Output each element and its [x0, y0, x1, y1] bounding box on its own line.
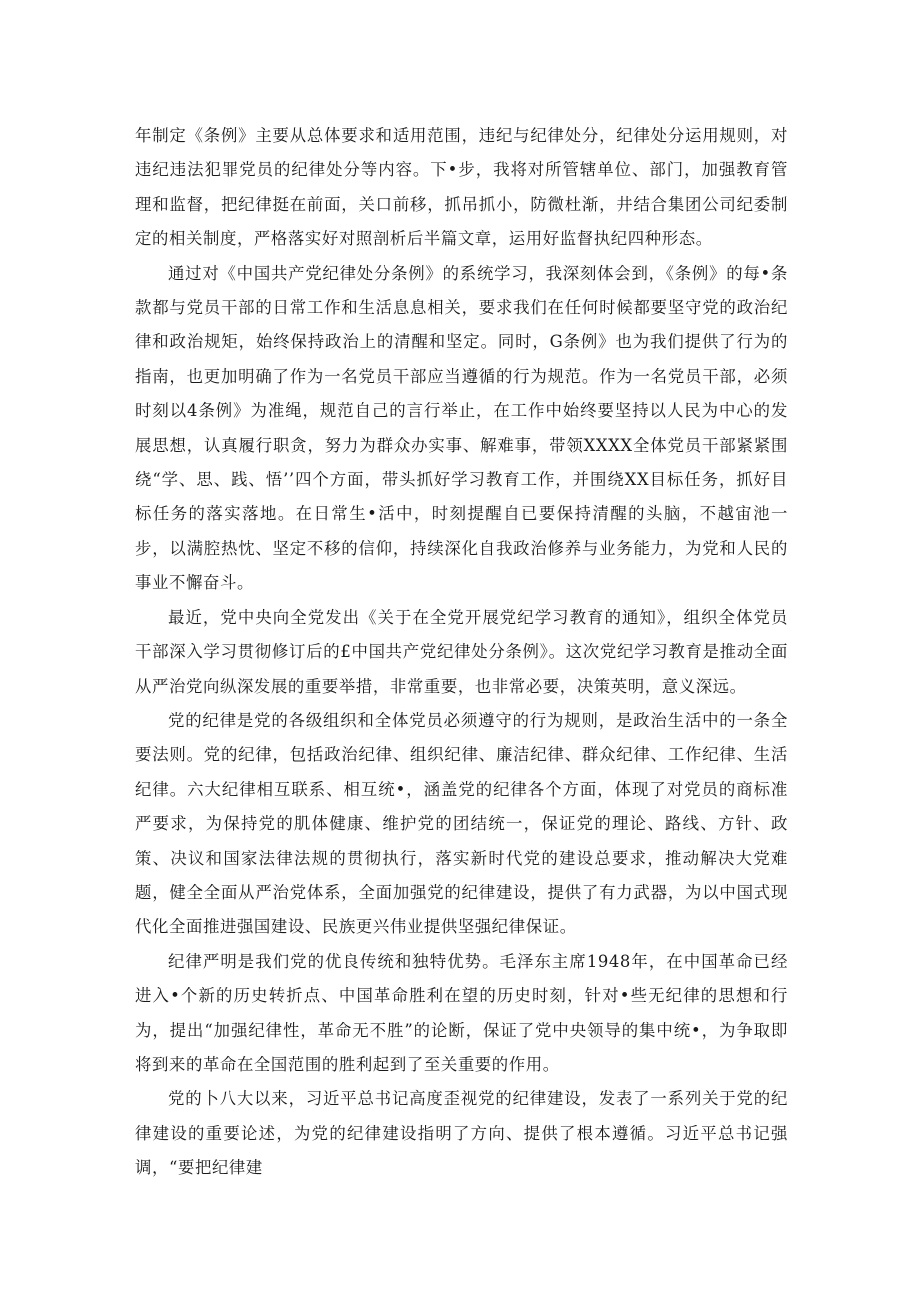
- paragraph-4: 党的纪律是党的各级组织和全体党员必须遵守的行为规则，是政治生活中的一条全要法则。党的纪律，包括政治纪律、组织纪律、廉洁纪律、群众纪律、工作纪律、生活纪律。六大纪律相互联系、相互统•，涵盖党的纪律各个方面，体现了对党员的商标准严要求，为保持党的肌体健康、维护党的团结统一，保证党的理论、路线、方针、政策、决议和国家法律法规的贯彻执行，落实新时代党的建设总要求，推动解决大党难题，健全全面从严治党体系，全面加强党的纪律建设，提供了有力武器，为以中国式现代化全面推进强国建设、民族更兴伟业提供坚强纪律保证。: [135, 710, 788, 937]
- paragraph-1: 年制定《条例》主要从总体要求和适用范围，违纪与纪律处分，纪律处分运用规则，对违纪违法犯罪党员的纪律处分等内容。下•步，我将对所管辖单位、部门，加强教育管理和监督，把纪律挺在前面，关口前移，抓吊抓小，防微杜渐，井结合集团公司纪委制定的相关制度，严格落实好对照剖析后半篇文章，运用好监督执纪四种形态。: [135, 126, 788, 249]
- paragraph-3: 最近，党中央向全党发出《关于在全党开展党纪学习教育的通知》，组织全体党员干部深入学习贯彻修订后的£中国共产党纪律处分条例》。这次党纪学习教育是推动全面从严治党向纵深发展的重要举措，非常重要，也非常必要，决策英明，意义深远。: [135, 607, 788, 696]
- paragraph-6: 党的卜八大以来，习近平总书记高度歪视党的纪律建设，发表了一系列关于党的纪律建设的重要论述，为党的纪律建设指明了方向、提供了根本遵循。习近平总书记强调，“要把纪律建: [135, 1089, 788, 1178]
- paragraph-2: 通过对《中国共产党纪律处分条例》的系统学习，我深刻体会到，《条例》的每•条款都与党员干部的日常工作和生活息息相关，要求我们在任何时候都要坚守党的政治纪律和政治规矩，始终保持政治上的清醒和坚定。同时，G条例》也为我们提供了行为的指南，也更加明确了作为一名党员干部应当遵循的行为规范。作为一名党员干部，必须时刻以4条例》为准绳，规范自己的言行举止，在工作中始终要坚持以人民为中心的发展思想，认真履行职贪，努力为群众办实事、解难事，带领XXXX全体党员干部紧紧围绕“学、思、践、悟’’四个方面，带头抓好学习教育工作，并围绕XX目标任务，抓好目标任务的落实落地。在日常生•活中，时刻提醒自已要保持清醒的头脑，不越宙池一步，以满腔热忱、坚定不移的信仰，持续深化自我政治修养与业务能力，为党和人民的事业不懈奋斗。: [135, 263, 788, 593]
- paragraph-5: 纪律严明是我们党的优良传统和独特优势。毛泽东主席1948年，在中国革命已经进入•个新的历史转折点、中国革命胜利在望的历史时刻，针对•些无纪律的思想和行为，提出“加强纪律性，革命无不胜”的论断，保证了党中央领导的集中统•，为争取即将到来的革命在全国范围的胜利起到了至关重要的作用。: [135, 951, 788, 1074]
- document-body: [135, 119, 788, 1186]
